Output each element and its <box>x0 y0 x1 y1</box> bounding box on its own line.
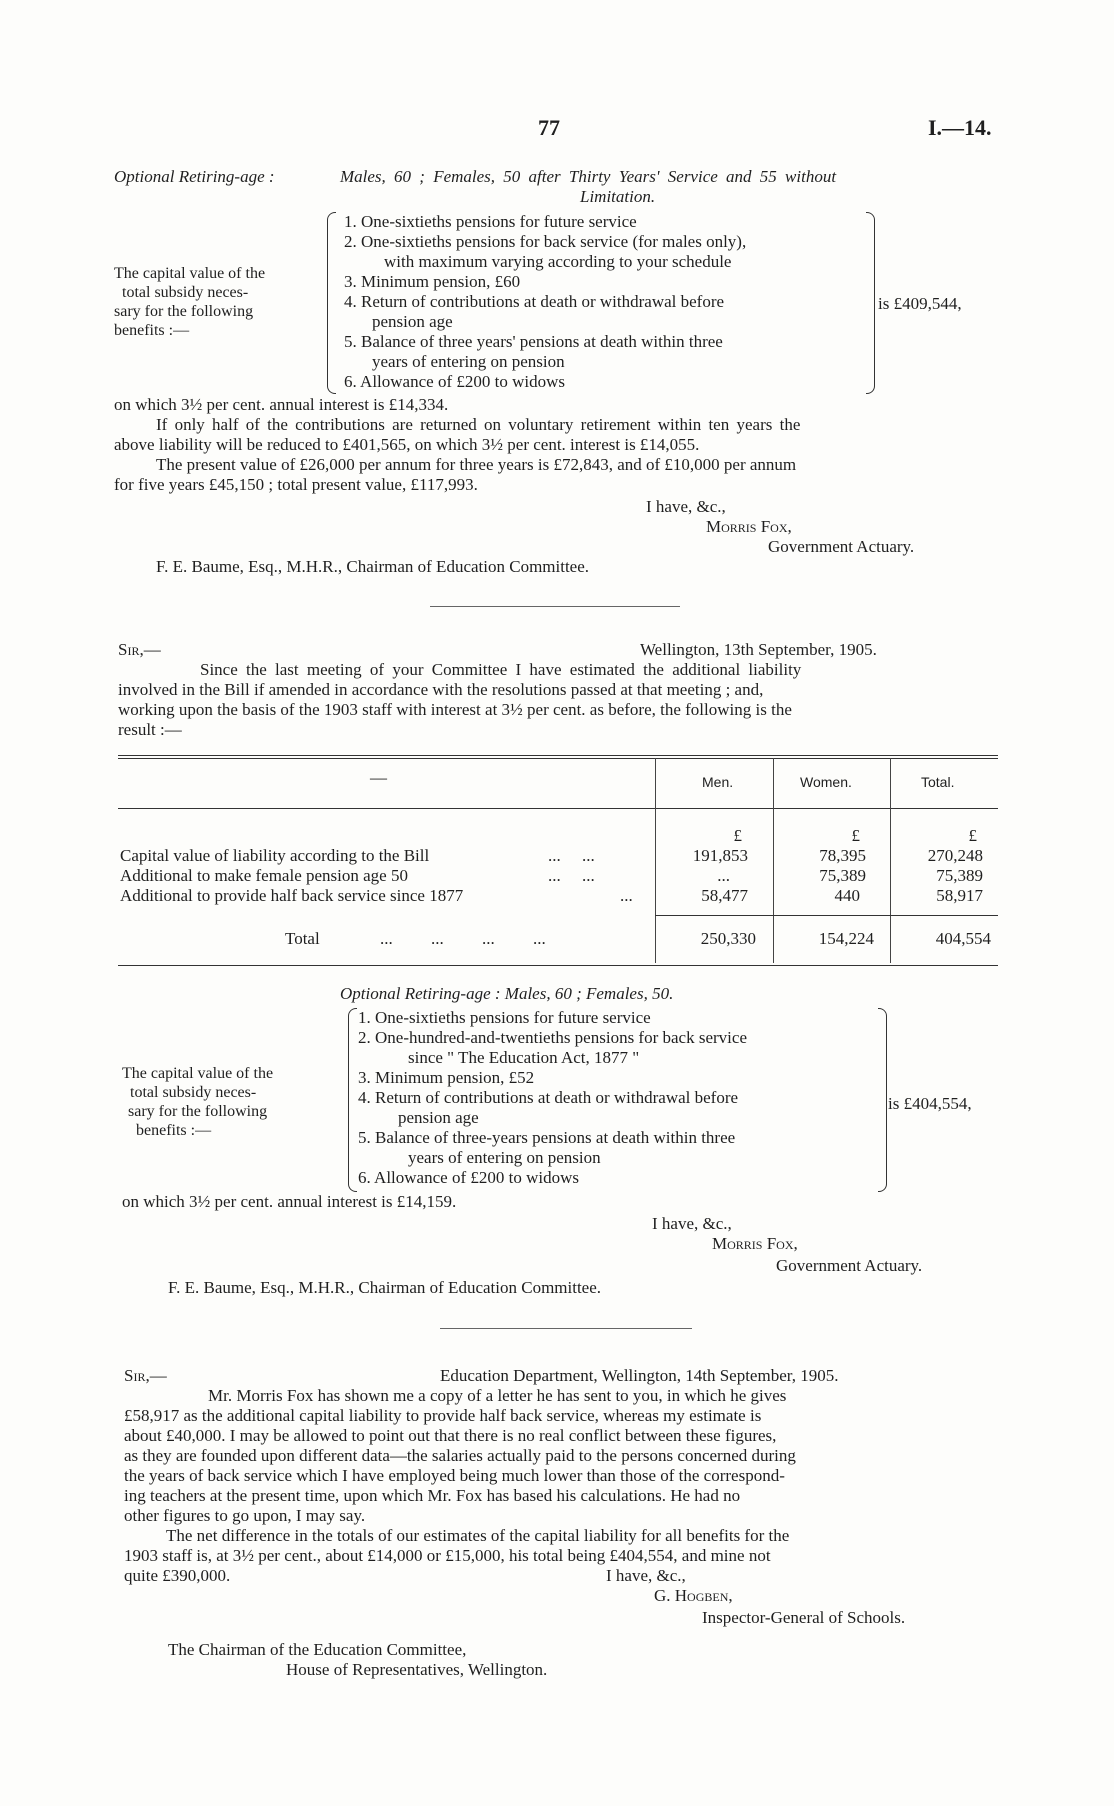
retiring-age-terms-cont: Limitation. <box>580 187 656 206</box>
page-number: 77 <box>538 115 560 140</box>
benefits-list <box>358 1008 747 1188</box>
caption-line: benefits :— <box>136 1122 212 1139</box>
benefit-item: 4. Return of contributions at death or withdrawal before <box>358 1088 739 1107</box>
addressee: F. E. Baume, Esq., M.H.R., Chairman of Education Committee. <box>168 1278 602 1297</box>
addressee: The Chairman of the Education Committee, <box>168 1640 467 1659</box>
capital-value-caption <box>114 264 265 340</box>
table-bottom-rule <box>118 965 998 966</box>
closing: I have, &c., <box>606 1566 686 1585</box>
cell-men: ... <box>717 866 730 885</box>
paragraph-line: If only half of the contributions are returned on voluntary retirement within ten years the <box>156 415 801 434</box>
letter-body-paragraph <box>124 1386 1004 1526</box>
dateline: Wellington, 13th September, 1905. <box>640 640 877 659</box>
cell-men: 191,853 <box>692 846 748 865</box>
addressee: F. E. Baume, Esq., M.H.R., Chairman of Education Committee. <box>156 557 590 576</box>
caption-line: benefits :— <box>114 322 190 339</box>
column-header-blank: — <box>370 768 387 787</box>
paragraph-line: result :— <box>118 720 182 739</box>
column-header-women: Women. <box>800 774 852 790</box>
benefit-item: 1. One-sixtieths pensions for future service <box>358 1008 651 1027</box>
caption-line: The capital value of the <box>122 1065 274 1082</box>
caption-line: The capital value of the <box>114 265 266 282</box>
benefit-item-cont: with maximum varying according to your schedule <box>384 252 732 271</box>
total-row-label: Total <box>285 929 320 948</box>
signer-name: Morris Fox, <box>712 1234 798 1253</box>
caption-line: sary for the following <box>114 303 254 320</box>
table-top-rule <box>118 758 998 759</box>
cell-total: 75,389 <box>936 866 983 885</box>
benefit-item-cont: pension age <box>372 312 453 331</box>
capital-value-caption <box>122 1064 273 1140</box>
benefit-item: 5. Balance of three-years pensions at death within three <box>358 1128 736 1147</box>
caption-line: total subsidy neces- <box>130 1084 257 1101</box>
paragraph-line: about £40,000. I may be allowed to point out that there is no real conflict between these figures, <box>124 1426 777 1445</box>
paragraph-line: involved in the Bill if amended in accordance with the resolutions passed at that meeting ; and, <box>118 680 764 699</box>
signer-name: Morris Fox, <box>706 517 792 536</box>
right-brace <box>878 1008 887 1192</box>
benefit-item: 2. One-sixtieths pensions for back service (for males only), <box>344 232 747 251</box>
section-divider <box>430 606 680 607</box>
left-brace <box>348 1008 357 1192</box>
table-top-rule <box>118 755 998 756</box>
signer-title: Government Actuary. <box>768 537 915 556</box>
benefit-item-cont: pension age <box>398 1108 479 1127</box>
benefit-item: 4. Return of contributions at death or withdrawal before <box>344 292 725 311</box>
paragraph-line: as they are founded upon different data—the salaries actually paid to the persons concerned during <box>124 1446 796 1465</box>
unit-men: £ <box>733 826 742 845</box>
cell-total: 58,917 <box>936 886 983 905</box>
paragraph-line: above liability will be reduced to £401,565, on which 3½ per cent. interest is £14,055. <box>114 435 700 454</box>
benefit-item: 3. Minimum pension, £52 <box>358 1068 535 1087</box>
row-leaders: ... ... <box>548 866 595 885</box>
benefit-item: 5. Balance of three years' pensions at death within three <box>344 332 723 351</box>
cell-total: 270,248 <box>927 846 983 865</box>
left-brace <box>327 212 336 394</box>
benefit-item-cont: since " The Education Act, 1877 " <box>408 1048 640 1067</box>
paragraph-line: The present value of £26,000 per annum for three years is £72,843, and of £10,000 per annum <box>156 455 797 474</box>
column-header-total: Total. <box>921 774 955 790</box>
column-header-men: Men. <box>702 774 734 790</box>
unit-total: £ <box>968 826 977 845</box>
total-men: 250,330 <box>700 929 756 948</box>
total-row-leaders: ... ... ... ... <box>380 929 546 948</box>
row-leaders: ... ... <box>548 846 595 865</box>
cell-women: 75,389 <box>819 866 866 885</box>
dateline: Education Department, Wellington, 14th September, 1905. <box>440 1366 839 1385</box>
paragraph-line: quite £390,000. <box>124 1566 231 1585</box>
benefit-item: 6. Allowance of £200 to widows <box>358 1168 579 1187</box>
retiring-age-label: Optional Retiring-age : <box>114 167 275 186</box>
row-label: Additional to make female pension age 50 <box>120 866 408 885</box>
table-header-rule <box>118 808 998 809</box>
total-women: 154,224 <box>818 929 874 948</box>
salutation: Sir,— <box>118 640 161 659</box>
letter-body-paragraph <box>124 1526 1004 1566</box>
benefit-item: 6. Allowance of £200 to widows <box>344 372 565 391</box>
caption-line: sary for the following <box>128 1103 268 1120</box>
paragraph-line: 1903 staff is, at 3½ per cent., about £14,000 or £15,000, his total being £404,554, and mine not <box>124 1546 771 1565</box>
signer-title: Government Actuary. <box>776 1256 923 1275</box>
paragraph-line: for five years £45,150 ; total present value, £117,993. <box>114 475 478 494</box>
caption-line: total subsidy neces- <box>122 284 249 301</box>
benefit-item: 2. One-hundred-and-twentieths pensions for back service <box>358 1028 747 1047</box>
paragraph-line: other figures to go upon, I may say. <box>124 1506 366 1525</box>
retiring-age-terms: Males, 60 ; Females, 50 after Thirty Years' Service and 55 without <box>340 167 837 186</box>
annual-interest: on which 3½ per cent. annual interest is £14,334. <box>114 395 449 414</box>
paragraph-line: the years of back service which I have employed being much lower than those of the correspond- <box>124 1466 785 1485</box>
section-divider <box>440 1328 692 1329</box>
right-brace <box>866 212 875 394</box>
capital-total: is £409,544, <box>878 294 962 313</box>
document-reference: I.—14. <box>928 115 992 140</box>
annual-interest: on which 3½ per cent. annual interest is £14,159. <box>122 1192 457 1211</box>
signer-title: Inspector-General of Schools. <box>702 1608 906 1627</box>
benefit-item-cont: years of entering on pension <box>372 352 565 371</box>
paragraph-line: Since the last meeting of your Committee I have estimated the additional liability <box>200 660 802 679</box>
cell-women: 78,395 <box>819 846 866 865</box>
addressee-address: House of Representatives, Wellington. <box>286 1660 548 1679</box>
cell-women: 440 <box>834 886 860 905</box>
paragraph-line: £58,917 as the additional capital liability to provide half back service, whereas my estimate is <box>124 1406 762 1425</box>
closing: I have, &c., <box>646 497 726 516</box>
paragraph-line: The net difference in the totals of our estimates of the capital liability for all benefits for the <box>166 1526 790 1545</box>
paragraph-line: ing teachers at the present time, upon which Mr. Fox has based his calculations. He had no <box>124 1486 741 1505</box>
row-label: Capital value of liability according to the Bill <box>120 846 430 865</box>
row-leaders: ... <box>620 886 633 905</box>
unit-women: £ <box>851 826 860 845</box>
capital-total: is £404,554, <box>888 1094 972 1113</box>
closing: I have, &c., <box>652 1214 732 1233</box>
row-label: Additional to provide half back service since 1877 <box>120 886 464 905</box>
benefit-item: 1. One-sixtieths pensions for future service <box>344 212 637 231</box>
benefit-item-cont: years of entering on pension <box>408 1148 601 1167</box>
signer-name: G. Hogben, <box>654 1586 733 1605</box>
subtotal-rule <box>655 915 998 916</box>
salutation: Sir,— <box>124 1366 167 1385</box>
benefit-item: 3. Minimum pension, £60 <box>344 272 521 291</box>
paragraph-line: working upon the basis of the 1903 staff with interest at 3½ per cent. as before, the following is the <box>118 700 792 719</box>
cell-men: 58,477 <box>701 886 748 905</box>
paragraph-line: Mr. Morris Fox has shown me a copy of a letter he has sent to you, in which he gives <box>208 1386 787 1405</box>
benefits-list <box>344 212 746 392</box>
retiring-age-terms: Optional Retiring-age : Males, 60 ; Females, 50. <box>340 984 674 1003</box>
total-total: 404,554 <box>935 929 991 948</box>
